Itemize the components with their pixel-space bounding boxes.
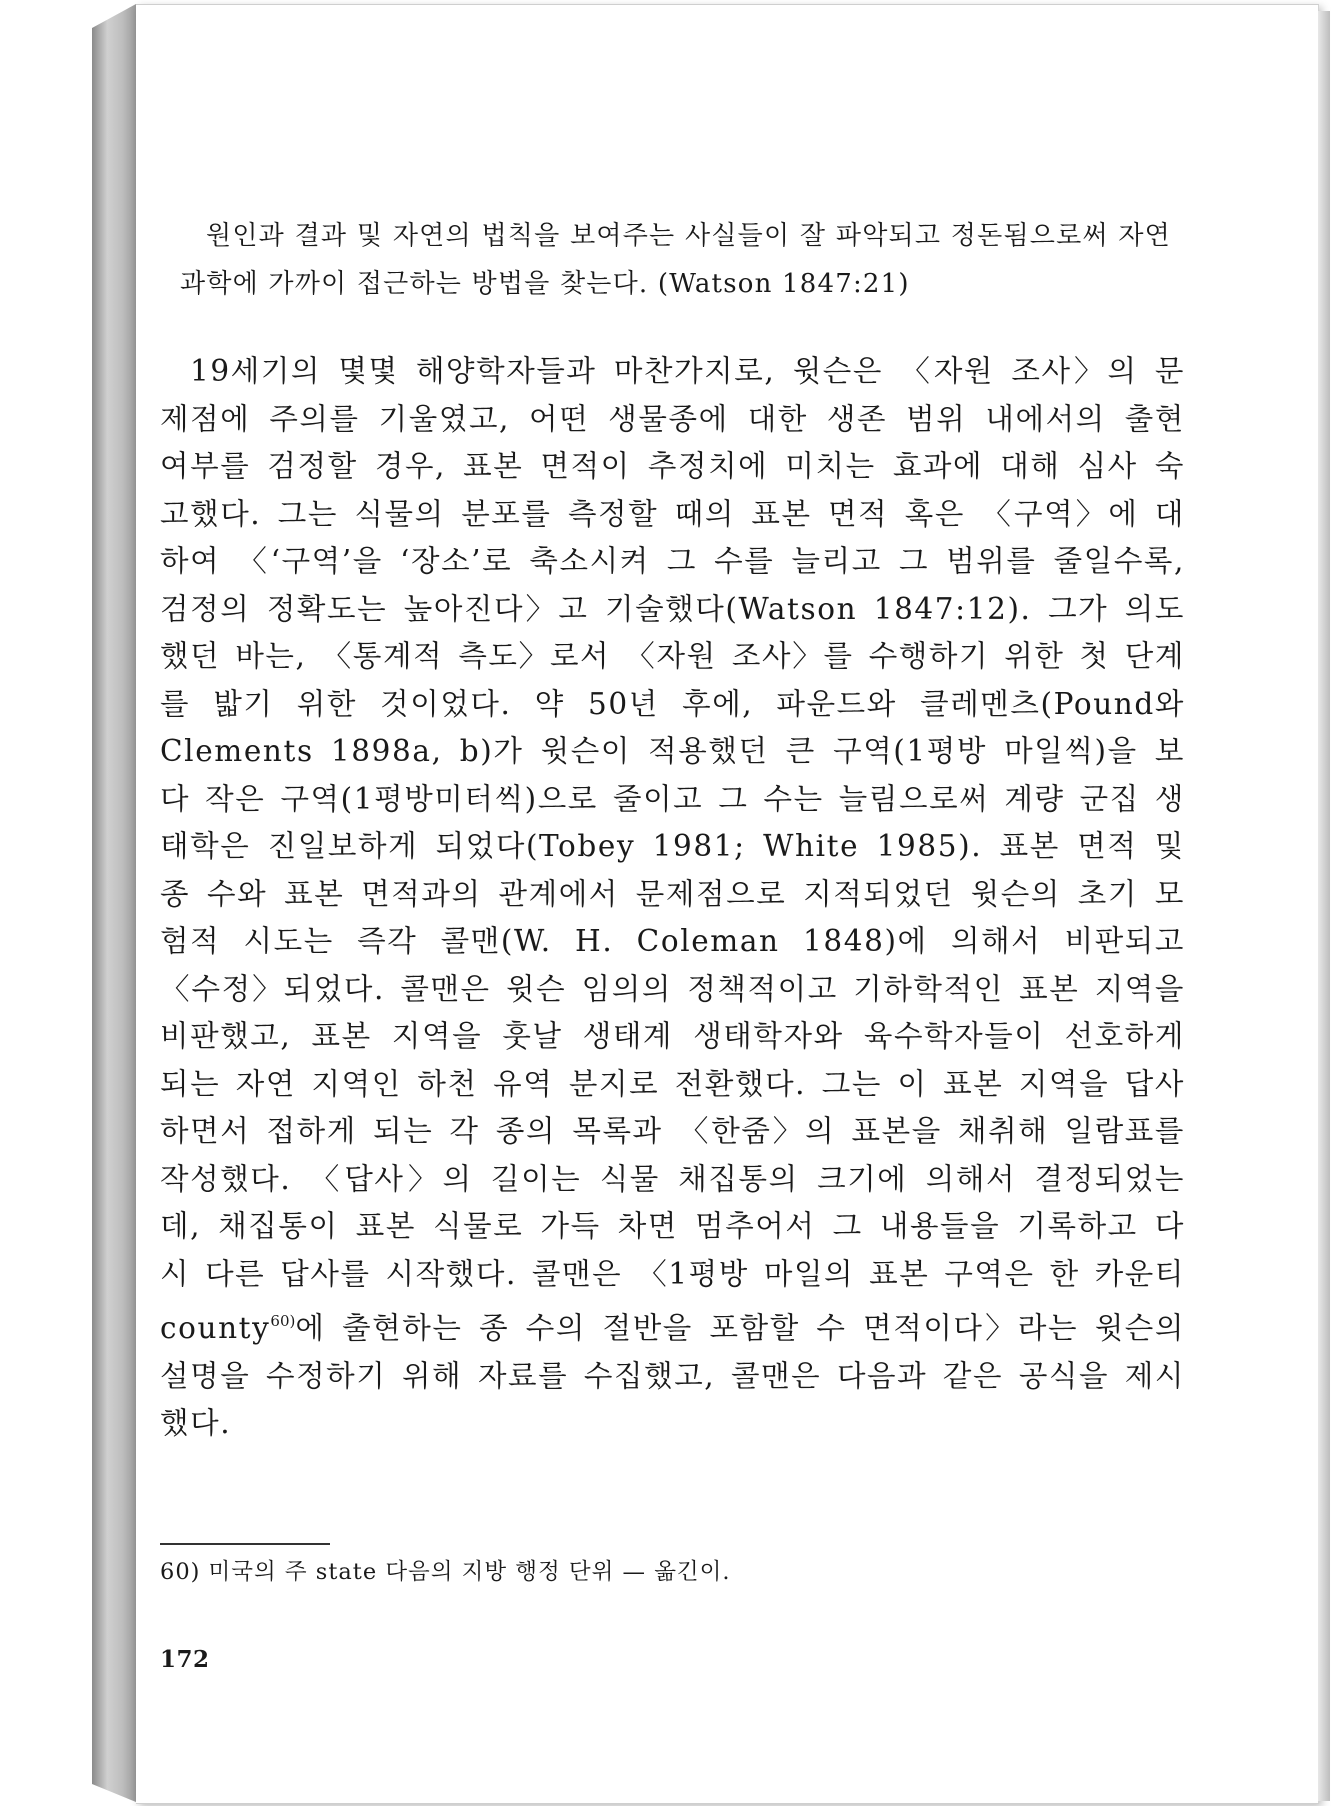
body-text-part-1: 19세기의 몇몇 해양학자들과 마찬가지로, 윗슨은 〈자원 조사〉의 문제점에 주의를 기울였고, 어떤 생물종에 대한 생존 범위 내에서의 출현 여부를 검정할 경우, 표본 면적이 추정치에 미치는 효과에 대해 심사 숙고했다. 그는 식물의 분포를 측정할 때의 표본 면적 혹은 〈구역〉에 대하여 〈‘구역’을 ‘장소’로 축소시켜 그 수를 늘리고 그 범위를 줄일수록, 검정의 정확도는 높아진다〉고 기술했다(Watson 1847:12). 그가 의도했던 바는, 〈통계적 측도〉로서 〈자원 조사〉를 수행하기 위한 첫 단계를 밟기 위한 것이었다. 약 50년 후에, 파운드와 클레멘츠(Pound와 Clements 1898a, b)가 윗슨이 적용했던 큰 구역(1평방 마일씩)을 보다 작은 구역(1평방미터씩)으로 줄이고 그 수는 늘림으로써 계량 군집 생태학은 진일보하게 되었다(Tobey 1981; White 1985). 표본 면적 및 종 수와 표본 면적과의 관계에서 문제점으로 지적되었던 윗슨의 초기 모험적 시도는 즉각 콜맨(W. H. Coleman 1848)에 의해서 비판되고 〈수정〉되었다. 콜맨은 윗슨 임의의 정책적이고 기하학적인 표본 지역을 비판했고, 표본 지역을 훗날 생태계 생태학자와 육수학자들이 선호하게 되는 자연 지역인 하천 유역 분지로 전환했다. 그는 이 표본 지역을 답사하면서 접하게 되는 각 종의 목록과 〈한줌〉의 표본을 채취해 일람표를 작성했다. 〈답사〉의 길이는 식물 채집통의 크기에 의해서 결정되었는데, 채집통이 표본 식물로 가득 차면 멈추어서 그 내용들을 기록하고 다시 다른 답사를 시작했다. 콜맨은 〈1평방 마일의 표본 구역은 한 카운티 county [160, 354, 1185, 1345]
body-text-part-2: 에 출현하는 종 수의 절반을 포함할 수 면적이다〉라는 윗슨의 설명을 수정하기 위해 자료를 수집했고, 콜맨은 다음과 같은 공식을 제시했다. [160, 1311, 1185, 1440]
footnote-divider [160, 1543, 330, 1545]
block-quote: 원인과 결과 및 자연의 법칙을 보여주는 사실들이 잘 파악되고 정돈됨으로써 자연 과학에 가까이 접근하는 방법을 찾는다. (Watson 1847:21) [180, 221, 1171, 299]
body-paragraph [160, 348, 1185, 1448]
book-spine [92, 4, 136, 1802]
page-content [160, 212, 1185, 1448]
footnote-marker: 60) [270, 1312, 296, 1330]
footnote: 60) 미국의 주 state 다음의 지방 행정 단위 — 옮긴이. [160, 1559, 731, 1585]
page-number: 172 [160, 1646, 210, 1673]
page-edge [1318, 11, 1330, 1801]
